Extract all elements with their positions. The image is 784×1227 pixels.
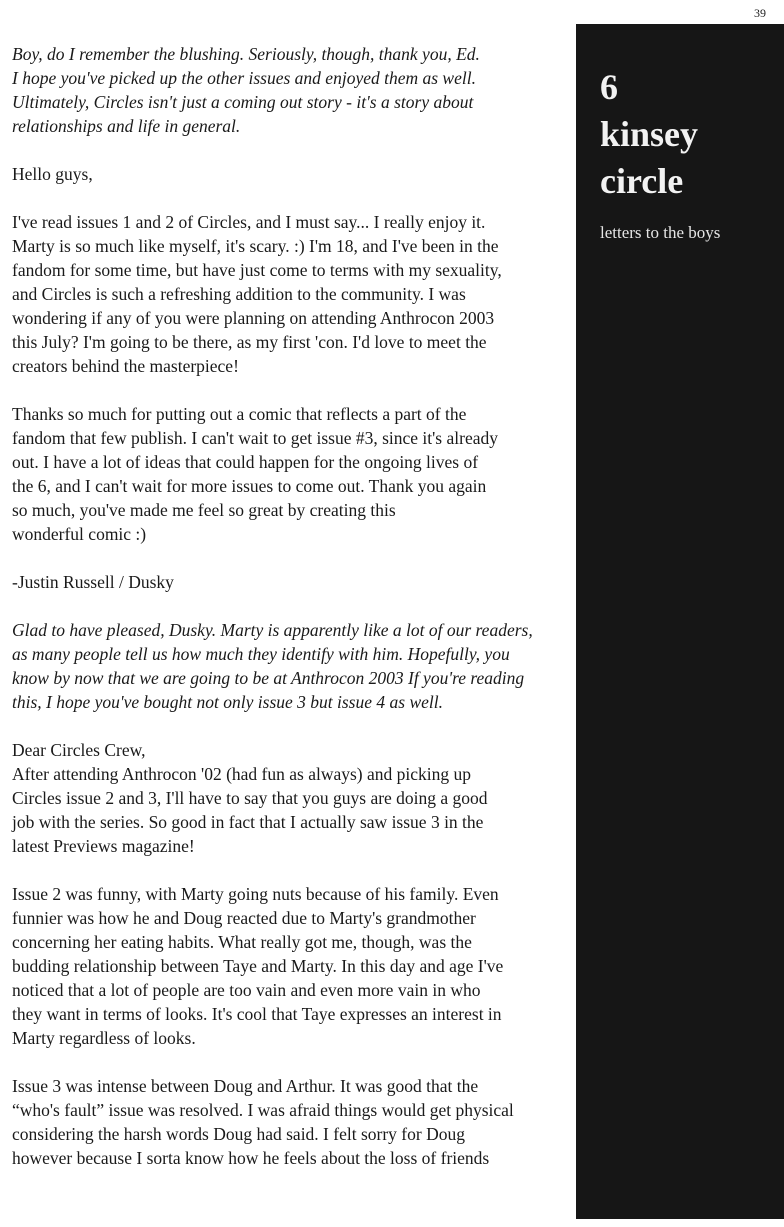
text-line: so much, you've made me feel so great by creating this [12,500,396,520]
text-line: -Justin Russell / Dusky [12,572,174,592]
text-line: Glad to have pleased, Dusky. Marty is apparently like a lot of our readers, [12,620,533,640]
text-line: and Circles is such a refreshing addition to the community. I was [12,284,466,304]
letter-paragraph [12,1074,562,1170]
text-line: creators behind the masterpiece! [12,356,239,376]
text-line: wondering if any of you were planning on attending Anthrocon 2003 [12,308,495,328]
chapter-sidebar [576,24,784,1219]
text-line: Marty regardless of looks. [12,1028,196,1048]
text-line: “who's fault” issue was resolved. I was afraid things would get physical [12,1100,514,1120]
letter-paragraph [12,162,562,186]
letter-paragraph [12,738,562,762]
text-line: Dear Circles Crew, [12,740,146,760]
text-line: however because I sorta know how he feels about the loss of friends [12,1148,490,1168]
text-line: this, I hope you've bought not only issue 3 but issue 4 as well. [12,692,443,712]
text-line: they want in terms of looks. It's cool that Taye expresses an interest in [12,1004,502,1024]
text-line: wonderful comic :) [12,524,147,544]
letter-paragraph [12,882,562,1050]
text-line: Issue 3 was intense between Doug and Arthur. It was good that the [12,1076,479,1096]
text-line: latest Previews magazine! [12,836,195,856]
issue-number: 6 [600,67,618,107]
text-line: fandom for some time, but have just come to terms with my sexuality, [12,260,502,280]
text-line: Boy, do I remember the blushing. Seriously, though, thank you, Ed. [12,44,480,64]
text-line: Thanks so much for putting out a comic that reflects a part of the [12,404,467,424]
text-line: know by now that we are going to be at Anthrocon 2003 If you're reading [12,668,525,688]
editor-reply [12,618,562,714]
letter-paragraph [12,570,562,594]
title-line-1: kinsey [600,114,699,154]
text-line: funnier was how he and Doug reacted due to Marty's grandmother [12,908,476,928]
text-line: I hope you've picked up the other issues and enjoyed them as well. [12,68,476,88]
letter-paragraph [12,762,562,858]
text-line: Ultimately, Circles isn't just a coming out story - it's a story about [12,92,474,112]
page-number: 39 [754,6,766,20]
text-line: After attending Anthrocon '02 (had fun as always) and picking up [12,764,472,784]
text-line: as many people tell us how much they identify with him. Hopefully, you [12,644,510,664]
text-line: this July? I'm going to be there, as my first 'con. I'd love to meet the [12,332,487,352]
editor-reply [12,42,562,138]
section-subtitle: letters to the boys [600,223,721,242]
text-line: fandom that few publish. I can't wait to get issue #3, since it's already [12,428,498,448]
text-line: considering the harsh words Doug had said. I felt sorry for Doug [12,1124,465,1144]
text-line: I've read issues 1 and 2 of Circles, and I must say... I really enjoy it. [12,212,486,232]
text-line: the 6, and I can't wait for more issues to come out. Thank you again [12,476,487,496]
text-line: relationships and life in general. [12,116,241,136]
letter-paragraph [12,402,562,546]
text-line: Marty is so much like myself, it's scary. :) I'm 18, and I've been in the [12,236,499,256]
text-line: job with the series. So good in fact that I actually saw issue 3 in the [12,812,484,832]
letters-column [12,42,562,1194]
text-line: Hello guys, [12,164,93,184]
text-line: budding relationship between Taye and Marty. In this day and age I've [12,956,504,976]
text-line: concerning her eating habits. What really got me, though, was the [12,932,472,952]
text-line: Issue 2 was funny, with Marty going nuts because of his family. Even [12,884,499,904]
text-line: noticed that a lot of people are too vain and even more vain in who [12,980,481,1000]
text-line: Circles issue 2 and 3, I'll have to say that you guys are doing a good [12,788,488,808]
title-line-2: circle [600,161,684,201]
letter-paragraph [12,210,562,378]
text-line: out. I have a lot of ideas that could happen for the ongoing lives of [12,452,479,472]
